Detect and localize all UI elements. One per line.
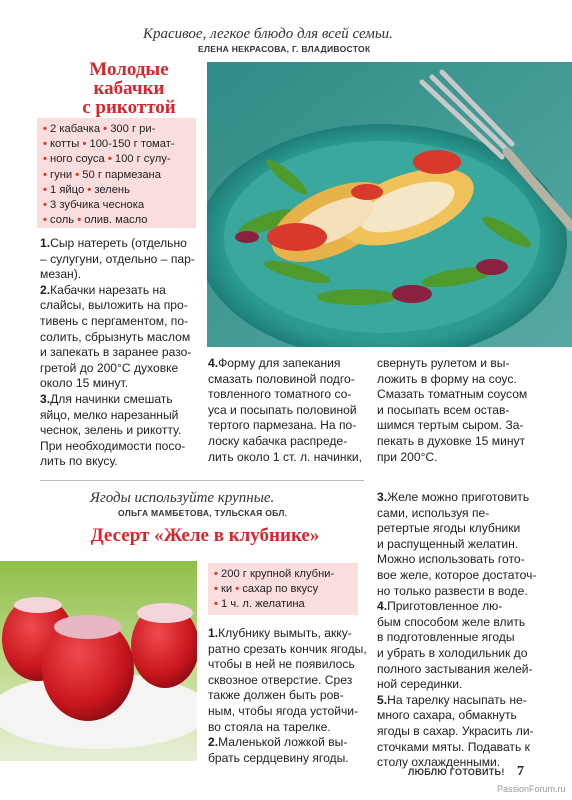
- step-number: 3.: [377, 490, 388, 504]
- step-text: ложить в форму на соус.: [377, 371, 517, 386]
- bullet-icon: •: [43, 214, 51, 227]
- step-text: Кабачки нарезать на: [50, 282, 166, 297]
- step-text: в подготовленные ягоды: [377, 630, 515, 645]
- section-divider: [40, 480, 364, 481]
- bullet-icon: •: [214, 583, 222, 596]
- step-number: 1.: [40, 236, 51, 250]
- step-line: [40, 314, 203, 330]
- ingredient-line: [43, 198, 196, 213]
- step-text: свернуть рулетом и вы-: [377, 356, 510, 370]
- step-paragraph: [377, 693, 537, 771]
- step-paragraph: [377, 490, 537, 599]
- step-text: брать сердцевину ягоды.: [208, 750, 349, 765]
- step-text: много сахара, обмакнуть: [377, 708, 517, 723]
- step-line: [40, 423, 203, 439]
- step-text: ной серединки.: [377, 677, 463, 692]
- step-line: [40, 376, 203, 392]
- recipe2-ingredients: [208, 563, 358, 615]
- recipe2-steps-col2: [377, 490, 537, 771]
- step-line: [40, 252, 203, 268]
- recipe1-title-line: Молодые: [89, 59, 169, 80]
- step-text: яйцо, мелко нарезанный: [40, 407, 179, 422]
- step-text: Клубнику вымыть, акку-: [218, 626, 352, 640]
- recipe1-steps-col3: [377, 356, 535, 465]
- step-line: [40, 454, 203, 470]
- step-line: [208, 356, 366, 372]
- step-line: [208, 657, 368, 673]
- step-text: но только развести в воде.: [377, 583, 528, 598]
- ingredient-line: [43, 168, 196, 183]
- step-paragraph: [208, 735, 368, 766]
- step-text: гретой до 200°С духовке: [40, 360, 179, 375]
- step-text: мезан).: [40, 267, 82, 282]
- step-text: также должен быть ров-: [208, 688, 344, 703]
- step-paragraph: [208, 356, 366, 465]
- step-text: Желе можно приготовить: [387, 490, 530, 504]
- step-text: тивень с пергаментом, по-: [40, 313, 189, 328]
- step-line: [208, 720, 368, 736]
- step-text: Можно использовать гото-: [377, 552, 525, 567]
- step-text: при 200°С.: [377, 449, 438, 464]
- ingredient-line: [43, 213, 196, 228]
- step-paragraph: [208, 626, 368, 735]
- step-number: 1.: [208, 626, 219, 640]
- step-text: Приготовленное лю-: [387, 599, 503, 614]
- step-text: ягоды в сахар. Украсить ли-: [377, 723, 534, 738]
- footer-label: ЛЮБЛЮ ГОТОВИТЬ!: [408, 767, 505, 777]
- step-text: сквозное отверстие. Срез: [208, 672, 353, 687]
- step-text: полного застывания желей-: [377, 661, 533, 676]
- step-paragraph: [377, 599, 537, 693]
- ingredient-item: 3 зубчика чеснока: [50, 199, 145, 212]
- bullet-icon: •: [214, 568, 222, 580]
- bullet-icon: •: [43, 138, 51, 151]
- bullet-icon: •: [43, 153, 51, 166]
- step-line: [377, 521, 537, 537]
- recipe1-title: [58, 60, 200, 117]
- step-text: шимся тертым сыром. За-: [377, 418, 524, 433]
- step-text: Смазать томатным соусом: [377, 387, 528, 402]
- step-paragraph: [40, 283, 203, 392]
- watermark: PassionForum.ru: [497, 784, 566, 794]
- step-line: [208, 751, 368, 767]
- ingredient-item: котты: [50, 138, 80, 151]
- step-text: слайсы, выложить на про-: [40, 298, 188, 313]
- step-text: Маленькой ложкой вы-: [218, 735, 348, 750]
- step-line: [208, 418, 366, 434]
- step-text: лить по вкусу.: [40, 454, 118, 469]
- recipe1-author: ЕЛЕНА НЕКРАСОВА, Г. ВЛАДИВОСТОК: [198, 44, 371, 54]
- step-text: Для начинки смешать: [50, 391, 173, 406]
- recipe1-tagline: Красивое, легкое блюдо для всей семьи.: [143, 26, 393, 42]
- step-text: ратно срезать кончик ягоды,: [208, 641, 367, 656]
- step-line: [377, 568, 537, 584]
- step-text: Форму для запекания: [218, 356, 341, 370]
- ingredient-line: [214, 597, 358, 612]
- step-line: [377, 662, 537, 678]
- step-paragraph: [377, 356, 535, 465]
- ingredient-item: сахар по вкусу: [242, 583, 319, 596]
- bullet-icon: •: [82, 138, 90, 151]
- step-text: смазать половиной подго-: [208, 371, 355, 386]
- step-line: [208, 387, 366, 403]
- step-text: чеснок, зелень и рикотту.: [40, 423, 182, 438]
- ingredient-item: ки: [221, 583, 233, 596]
- step-line: [377, 630, 537, 646]
- ingredient-item: зелень: [94, 183, 130, 196]
- step-number: 5.: [377, 692, 388, 707]
- recipe2-steps-col1: [208, 626, 368, 766]
- ingredient-item: олив. масло: [84, 214, 148, 227]
- ingredient-line: [43, 152, 196, 167]
- step-paragraph: [40, 392, 203, 470]
- step-text: чтобы в ней не появилось: [208, 657, 355, 672]
- recipe1-title-line: кабачки: [93, 78, 165, 99]
- step-text: уса и посыпать половиной: [208, 402, 357, 417]
- recipe2-title: Десерт «Желе в клубнике»: [90, 525, 320, 546]
- step-line: [377, 506, 537, 522]
- step-line: [208, 626, 368, 642]
- ingredient-item: 50 г пармезана: [82, 168, 161, 181]
- step-line: [377, 418, 535, 434]
- step-paragraph: [40, 236, 203, 283]
- bullet-icon: •: [75, 168, 83, 181]
- step-line: [208, 673, 368, 689]
- ingredient-item: соль: [50, 214, 75, 227]
- bullet-icon: •: [43, 168, 51, 181]
- step-text: ным, чтобы ягода устойчи-: [208, 703, 359, 718]
- ingredient-line: [43, 137, 196, 152]
- recipe2-photo: [0, 561, 197, 761]
- step-line: [377, 552, 537, 568]
- step-text: бым способом желе влить: [377, 614, 526, 629]
- step-number: 2.: [40, 282, 51, 297]
- step-line: [40, 345, 203, 361]
- recipe1-ingredients: [37, 118, 196, 228]
- step-line: [377, 584, 537, 600]
- step-number: 4.: [377, 599, 388, 614]
- ingredient-item: 300 г ри-: [110, 123, 156, 135]
- step-line: [377, 387, 535, 403]
- step-text: во стояла на тарелке.: [208, 719, 331, 734]
- step-text: и распущенный желатин.: [377, 536, 519, 551]
- step-line: [40, 439, 203, 455]
- ingredient-item: 2 кабачка: [50, 123, 101, 135]
- step-text: и запекать в заранее разо-: [40, 345, 192, 360]
- step-number: 4.: [208, 356, 219, 370]
- step-text: На тарелку насыпать не-: [387, 692, 527, 707]
- bullet-icon: •: [87, 183, 95, 196]
- ingredient-item: 1 яйцо: [50, 183, 85, 196]
- ingredient-item: 200 г крупной клубни-: [221, 568, 335, 580]
- step-line: [377, 403, 535, 419]
- step-line: [208, 704, 368, 720]
- bullet-icon: •: [107, 153, 115, 166]
- step-line: [40, 408, 203, 424]
- step-text: Сыр натереть (отдельно: [50, 236, 187, 250]
- step-line: [377, 434, 535, 450]
- step-text: – сулугуни, отдельно – пар-: [40, 251, 195, 266]
- step-line: [208, 735, 368, 751]
- page-number: 7: [517, 764, 524, 779]
- step-line: [377, 693, 537, 709]
- ingredient-line: [214, 567, 358, 582]
- step-text: товленного томатного со-: [208, 387, 352, 402]
- step-text: солить, сбрызнуть маслом: [40, 329, 191, 344]
- step-line: [208, 688, 368, 704]
- ingredient-item: гуни: [50, 168, 73, 181]
- step-text: и посыпать всем остав-: [377, 402, 510, 417]
- step-line: [208, 450, 366, 466]
- bullet-icon: •: [103, 123, 111, 135]
- step-line: [40, 330, 203, 346]
- step-text: сточками мяты. Подавать к: [377, 739, 530, 754]
- step-text: тертого пармезана. На по-: [208, 418, 357, 433]
- step-number: 2.: [208, 735, 219, 750]
- recipe1-title-line: с рикоттой: [82, 97, 176, 118]
- step-line: [377, 372, 535, 388]
- ingredient-item: 100 г сулу-: [114, 153, 171, 166]
- bullet-icon: •: [43, 183, 51, 196]
- step-line: [377, 646, 537, 662]
- step-line: [377, 708, 537, 724]
- step-line: [40, 298, 203, 314]
- ingredient-item: 100-150 г томат-: [89, 138, 175, 151]
- bullet-icon: •: [214, 598, 222, 611]
- step-line: [377, 450, 535, 466]
- recipe2-author: ОЛЬГА МАМБЕТОВА, ТУЛЬСКАЯ ОБЛ.: [118, 508, 288, 518]
- step-line: [40, 361, 203, 377]
- bullet-icon: •: [235, 583, 243, 596]
- recipe1-photo: [207, 62, 572, 347]
- step-text: вое желе, которое достаточ-: [377, 567, 537, 582]
- ingredient-item: ного соуса: [50, 153, 105, 166]
- ingredient-line: [43, 183, 196, 198]
- step-text: При необходимости посо-: [40, 438, 186, 453]
- step-text: около 15 минут.: [40, 376, 129, 391]
- step-text: сами, используя пе-: [377, 505, 490, 520]
- step-line: [40, 283, 203, 299]
- ingredient-line: [43, 122, 196, 137]
- step-text: и убрать в холодильник до: [377, 645, 528, 660]
- step-text: ретертые ягоды клубники: [377, 521, 521, 536]
- recipe2-tagline: Ягоды используйте крупные.: [90, 490, 275, 506]
- step-text: лоску кабачка распреде-: [208, 433, 348, 448]
- bullet-icon: •: [43, 123, 51, 135]
- bullet-icon: •: [43, 199, 51, 212]
- step-line: [377, 740, 537, 756]
- step-line: [208, 372, 366, 388]
- step-line: [40, 267, 203, 283]
- ingredient-line: [214, 582, 358, 597]
- step-line: [377, 724, 537, 740]
- recipe1-steps-col2: [208, 356, 366, 465]
- step-line: [377, 537, 537, 553]
- step-line: [377, 677, 537, 693]
- step-line: [208, 434, 366, 450]
- ingredient-item: 1 ч. л. желатина: [221, 598, 305, 611]
- step-line: [377, 356, 535, 372]
- step-text: лить около 1 ст. л. начинки,: [208, 449, 363, 464]
- step-line: [208, 642, 368, 658]
- step-line: [40, 392, 203, 408]
- step-line: [377, 615, 537, 631]
- step-line: [40, 236, 203, 252]
- step-text: пекать в духовке 15 минут: [377, 433, 526, 448]
- step-line: [208, 403, 366, 419]
- recipe1-steps-col1: [40, 236, 203, 470]
- step-text: столу охлажденными.: [377, 755, 501, 770]
- step-line: [377, 490, 537, 506]
- bullet-icon: •: [77, 214, 85, 227]
- step-number: 3.: [40, 391, 51, 406]
- step-line: [377, 599, 537, 615]
